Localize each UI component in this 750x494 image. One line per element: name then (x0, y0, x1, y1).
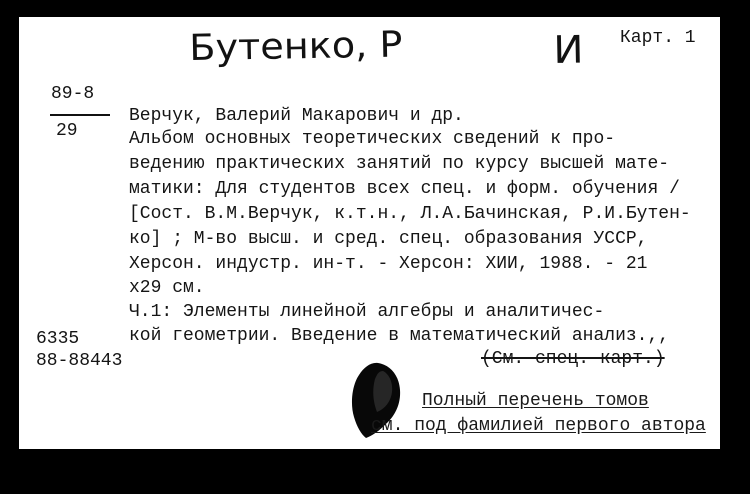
see-special-card-note: (См. спец. карт.) (481, 349, 665, 369)
title-line: ведению практических занятий по курсу высшей мате- (129, 154, 670, 174)
part-title-line: кой геометрии. Введение в математический анализ.,, (129, 326, 670, 346)
note-stamp-line: Полный перечень томов (422, 391, 649, 411)
card-label: Карт. 1 (620, 28, 696, 48)
handwritten-index-letter: И (552, 27, 584, 72)
catalog-card (19, 17, 720, 449)
author-mark: 29 (56, 121, 78, 141)
handwritten-author-name: Бутенко, Р (188, 24, 403, 69)
card-number: 88-88443 (36, 351, 123, 371)
note-stamp-line: см. под фамилией первого автора (371, 416, 706, 436)
responsibility-line: [Сост. В.М.Верчук, к.т.н., Л.А.Бачинская, Р.И.Бутен- (129, 204, 691, 224)
title-line: матики: Для студентов всех спец. и форм. обучения / (129, 179, 680, 199)
part-title-line: Ч.1: Элементы линейной алгебры и аналитичес- (129, 302, 605, 322)
title-line: Альбом основных теоретических сведений к про- (129, 129, 616, 149)
publisher-line: ко] ; М-во высш. и сред. спец. образования УССР, (129, 229, 648, 249)
classification-divider (50, 114, 110, 116)
dimensions-line: х29 см. (129, 278, 205, 298)
main-entry-line: Верчук, Валерий Макарович и др. (129, 106, 464, 126)
inventory-number: 6335 (36, 329, 80, 349)
imprint-line: Херсон. индустр. ин-т. - Херсон: ХИИ, 1988. - 21 (129, 254, 648, 274)
classification-number: 89-8 (51, 84, 95, 104)
